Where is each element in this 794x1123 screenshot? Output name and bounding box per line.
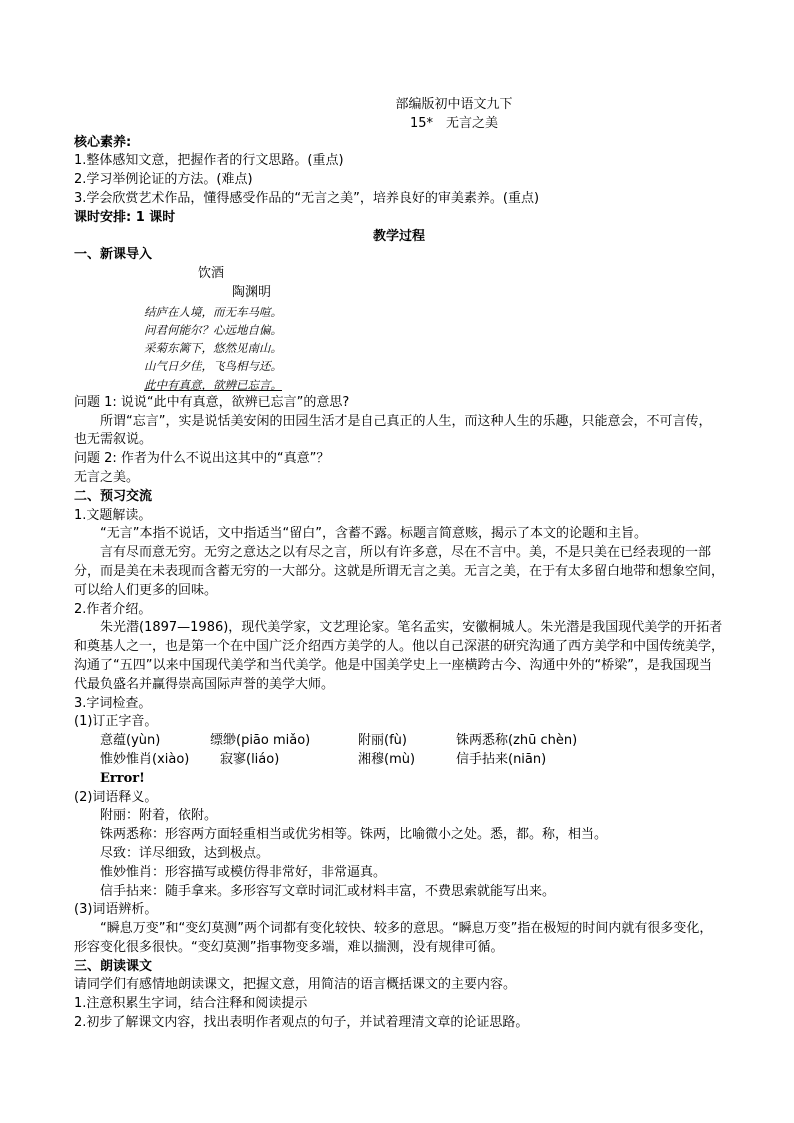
pinyin-item: 意蕴(yùn) [100, 733, 161, 749]
question: 问题 2: 作者为什么不说出这其中的“真意”？ [74, 451, 330, 467]
poem-line [74, 376, 724, 394]
definition: 信手拈来：随手拿来。多形容写文章时词汇或材料丰富，不费思索就能写出来。 [100, 883, 556, 899]
section-heading: 一、新课导入 [74, 247, 153, 263]
core-item: 3.学会欣赏艺术作品，懂得感受作品的“无言之美”，培养良好的审美素养。(重点) [74, 190, 540, 206]
core-item: 1.整体感知文意，把握作者的行文思路。(重点) [74, 153, 344, 169]
pinyin-item: 湘穆(mù) [358, 751, 416, 767]
list-item: 2.初步了解课文内容，找出表明作者观点的句子，并试着理清文章的论证思路。 [74, 1015, 529, 1031]
poem-title: 饮酒 [198, 266, 225, 282]
paragraph: “瞬息万变”和“变幻莫测”两个词都有变化较快、较多的意思。“瞬息万变”指在极短的时间内就有很多变化，形容变化很多很快。“变幻莫测”指事物变多端，难以揣测，没有规律可循。 [74, 921, 713, 955]
poem-line-underlined: 此中有真意，欲辨已忘言。 [144, 377, 282, 392]
paragraph: 言有尽而意无穷。无穷之意达之以有尽之言，所以有许多意，尽在不言中。美，不是只美在已经表现的一部分，而是美在未表现而含蓄无穷的一大部分。这就是所谓无言之美。无言之美，在于有太多留白地带和想象空间，可以给人们更多的回味。 [74, 545, 725, 598]
pinyin-item: 信手拈来(niān) [456, 751, 547, 767]
document-page [74, 96, 724, 1033]
core-heading: 核心素养: [74, 134, 132, 150]
core-item: 2.学习举例论证的方法。(难点) [74, 172, 253, 188]
subheading: (1)订正字音。 [74, 714, 158, 730]
pinyin-item: 寂寥(liáo) [220, 751, 280, 767]
poem-line: 山气日夕佳，飞鸟相与还。 [144, 359, 282, 374]
pinyin-row [74, 732, 724, 751]
document-title: 部编版初中语文九下 [395, 97, 513, 112]
pinyin-row [74, 751, 724, 770]
poem-line: 采菊东篱下，悠然见南山。 [144, 341, 282, 356]
section-heading: 二、预习交流 [74, 488, 153, 504]
section-heading: 三、朗读课文 [74, 958, 153, 974]
subheading: (3)词语辨析。 [74, 902, 158, 918]
paragraph: 朱光潜(1897—1986)，现代美学家，文艺理论家。笔名孟实，安徽桐城人。朱光潜是我国现代美学的开拓者和奠基人之一，也是第一个在中国广泛介绍西方美学的人。他以自己深湛的研究沟通了西方美学和中国传统美学，沟通了“五四”以来中国现代美学和当代美学。他是中国美学史上一座横跨古今、沟通中外的“桥梁”，是我国现当代最负盛名并赢得崇高国际声誉的美学大师。 [74, 620, 725, 692]
pinyin-item: 铢两悉称(zhū chèn) [456, 733, 578, 749]
pinyin-item: 惟妙惟肖(xiào) [100, 751, 190, 767]
schedule: 课时安排: 1 课时 [74, 209, 176, 225]
subheading: 2.作者介绍。 [74, 601, 152, 617]
list-item: 1.注意积累生字词，结合注释和阅读提示 [74, 996, 308, 1012]
subheading: 3.字词检查。 [74, 695, 152, 711]
paragraph: 请同学们有感情地朗读课文，把握文意，用简洁的语言概括课文的主要内容。 [74, 977, 517, 993]
error-text: Error! [100, 770, 145, 786]
pinyin-item: 缥缈(piāo miǎo) [210, 733, 311, 749]
subheading: 1.文题解读。 [74, 507, 152, 523]
pinyin-item: 附丽(fù) [358, 733, 407, 749]
poem-line: 问君何能尔？心远地自偏。 [144, 322, 282, 337]
paragraph: “无言”本指不说话，文中指适当“留白”，含蓄不露。标题言简意赅，揭示了本文的论题和主旨。 [100, 526, 647, 542]
subheading: (2)词语释义。 [74, 789, 158, 805]
lesson-title: 15* 无言之美 [409, 115, 499, 131]
definition: 附丽：附着，依附。 [100, 808, 218, 824]
definition: 铢两悉称：形容两方面轻重相当或优劣相等。铢两，比喻微小之处。悉，都。称，相当。 [100, 827, 608, 843]
answer: 所谓“忘言”，实是说恬美安闲的田园生活才是自己真正的人生，而这种人生的乐趣，只能意会，不可言传，也无需叙说。 [74, 413, 712, 448]
poem [74, 303, 724, 394]
question: 问题 1: 说说“此中有真意，欲辨已忘言”的意思? [74, 394, 350, 410]
answer: 无言之美。 [74, 469, 140, 485]
poem-author: 陶渊明 [232, 284, 272, 300]
definition: 惟妙惟肖：形容描写或模仿得非常好，非常逼真。 [100, 864, 387, 880]
process-title: 教学过程 [372, 228, 425, 244]
definition: 尽致：详尽细致，达到极点。 [100, 845, 270, 861]
poem-line: 结庐在人境，而无车马喧。 [144, 304, 282, 319]
